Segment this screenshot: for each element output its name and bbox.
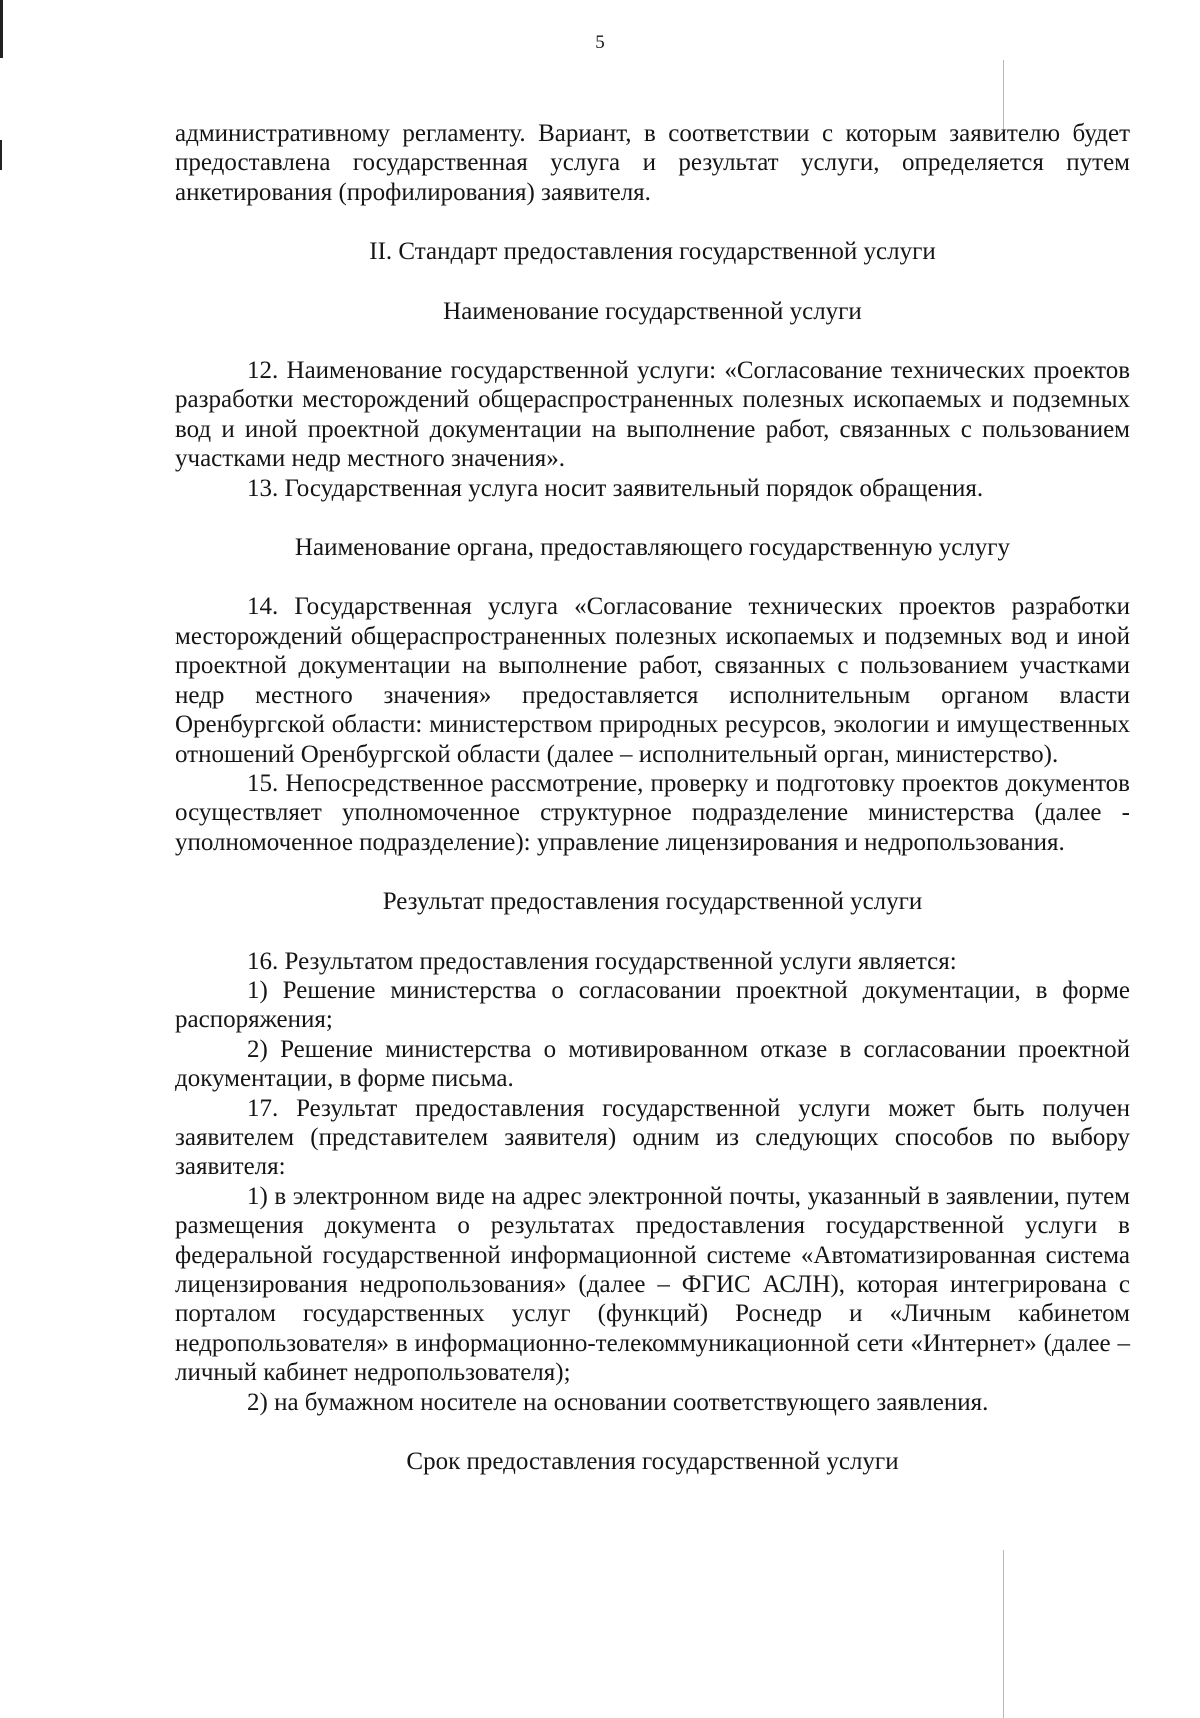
paragraph-14: 14. Государственная услуга «Согласование технических проектов разработки месторождений общераспространенных полезных ископаемых и подземных вод и иной проектной документации на выполнение работ, связанных с пользованием участками недр местного значения» предоставляется исполнительным органом власти Оренбургской области: министерством природных ресурсов, экологии и имущественных отношений Оренбургской области (далее – исполнительный орган, министерство). (175, 593, 1130, 768)
subsection-heading-service-name: Наименование государственной услуги (443, 297, 862, 325)
document-body (175, 119, 1130, 1476)
scan-artifact-line (1003, 1550, 1004, 1718)
paragraph-continuation: административному регламенту. Вариант, в соответствии с которым заявителю будет предоставлена государственная услуга и результат услуги, определяется путем анкетирования (профилирования) заявителя. (175, 120, 1130, 206)
paragraph-12: 12. Наименование государственной услуги: «Согласование технических проектов разработки месторождений общераспространенных полезных ископаемых и подземных вод и иной проектной документации на выполнение работ, связанных с пользованием участками недр местного значения». (175, 357, 1130, 473)
subsection-heading-result: Результат предоставления государственной услуги (382, 888, 923, 916)
list-item-17-2: 2) на бумажном носителе на основании соответствующего заявления. (247, 1388, 989, 1416)
paragraph-17: 17. Результат предоставления государственной услуги может быть получен заявителем (представителем заявителя) одним из следующих способов по выбору заявителя: (175, 1094, 1130, 1181)
list-item-16-2: 2) Решение министерства о мотивированном отказе в согласовании проектной документации, в форме письма. (175, 1035, 1130, 1093)
scan-edge-mark (0, 140, 2, 170)
subsection-heading-term: Срок предоставления государственной услуги (406, 1448, 899, 1476)
subsection-heading-authority: Наименование органа, предоставляющего государственную услугу (294, 534, 1011, 562)
section-heading-standard: II. Стандарт предоставления государственной услуги (369, 238, 936, 266)
page-number: 5 (595, 32, 605, 53)
paragraph-13: 13. Государственная услуга носит заявительный порядок обращения. (247, 474, 984, 502)
paragraph-16: 16. Результатом предоставления государственной услуги является: (247, 947, 957, 975)
list-item-17-1: 1) в электронном виде на адрес электронной почты, указанный в заявлении, путем размещения документа о результатах предоставления государственной услуги в федеральной государственной информационной системе «Автоматизированная система лицензирования недропользования» (далее – ФГИС АСЛН), которая интегрирована с порталом государственных услуг (функций) Роснедр и «Личным кабинетом недропользователя» в информационно-телекоммуникационной сети «Интернет» (далее – личный кабинет недропользователя); (175, 1182, 1130, 1387)
list-item-16-1: 1) Решение министерства о согласовании проектной документации, в форме распоряжения; (175, 976, 1130, 1034)
paragraph-15: 15. Непосредственное рассмотрение, проверку и подготовку проектов документов осуществляет уполномоченное структурное подразделение министерства (далее - уполномоченное подразделение): управление лицензирования и недропользования. (175, 769, 1130, 856)
